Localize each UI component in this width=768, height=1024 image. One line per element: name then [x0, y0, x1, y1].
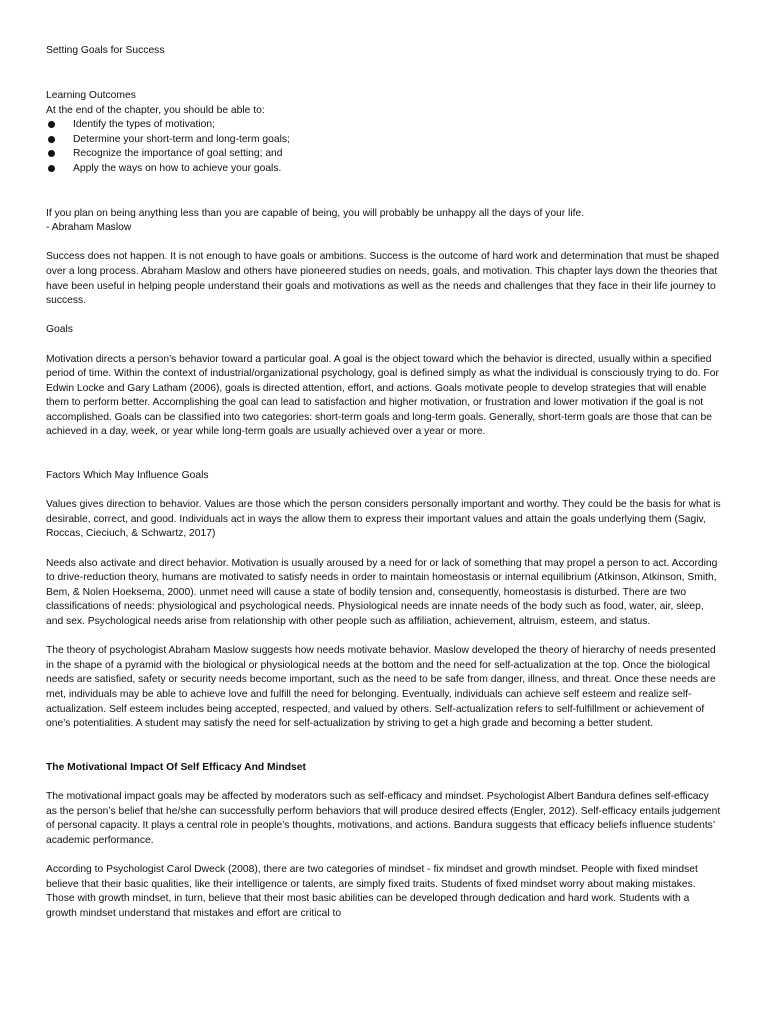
needs-paragraph: Needs also activate and direct behavior. Motivation is usually aroused by a need for or lack of something that may propel a person to act. According to drive-reduction theory, humans are motivated to satisfy needs in order to maintain homeostasis or internal equilibrium (Atkinson, Atkinson, Smith, Bem, & Nolen Hoeksema, 2000). unmet need will cause a state of bodily tension and, consequently, homeostasis is disturbed. There are two classifications of needs: physiological and psychological needs. Physiological needs are innate needs of the body such as food, water, air, sleep, and sex. Psychological needs arise from relationship with other people such as affiliation, achievement, altruism, esteem, and status. [46, 557, 718, 627]
list-item [46, 147, 722, 162]
bullet-icon [48, 136, 55, 143]
spacer [46, 59, 722, 89]
bullet-icon [48, 165, 55, 172]
goals-paragraph: Motivation directs a person’s behavior toward a particular goal. A goal is the object toward which the behavior is directed, usually within a specified period of time. Within the context of industrial/organizational psychology, goal is defined simply as what the individual is consciously trying to do. For Edwin Locke and Gary Latham (2006), goals is directed attention, effort, and actions. Goals motivate people to develop strategies that will enable them to perform better. Accomplishing the goal can lead to satisfaction and higher motivation, or frustration and lower motivation if the goal is not accomplished. Goals can be classified into two categories: short-term goals and long-term goals. Generally, short-term goals are those that can be achieved in a day, week, or year while long-term goals are usually achieved over a year or more. [46, 353, 719, 438]
list-item [46, 133, 722, 148]
maslow-paragraph: The theory of psychologist Abraham Maslow suggests how needs motivate behavior. Maslow developed the theory of hierarchy of needs presented in the shape of a pyramid with the biological or physiological needs at the bottom and the need for self-actualization at the top. Once the biological needs are satisfied, safety or security needs become important, such as the need to be safe from danger, illness, and threat. Once these needs are met, individuals may be able to achieve love and fulfill the need for belonging. Eventually, individuals can achieve self esteem and realize self-actualization. Self esteem includes being accepted, respected, and valued by others. Self-actualization refers to self-fulfillment or achievement of one’s potentialities. A student may satisfy the need for self-actualization by striving to get a high grade and becoming a better student. [46, 645, 716, 730]
quote-text: If you plan on being anything less than you are capable of being, you will probably be unhappy all the days of your life. [46, 207, 585, 219]
list-item-text: Recognize the importance of goal setting; and [73, 148, 283, 160]
list-item [46, 118, 722, 133]
goals-heading: Goals [46, 324, 73, 336]
learning-outcomes-list [46, 118, 722, 176]
list-item-text: Identify the types of motivation; [73, 119, 215, 131]
intro-paragraph: Success does not happen. It is not enough to have goals or ambitions. Success is the outcome of hard work and determination that must be shaped over a long process. Abraham Maslow and others have pioneered studies on needs, goals, and motivation. This chapter lays down the theories that have been useful in helping people understand their goals and motivations as well as the needs and challenges that they face in their life journey to success. [46, 251, 720, 307]
document-page [46, 44, 722, 921]
bullet-icon [48, 150, 55, 157]
learning-outcomes-intro: At the end of the chapter, you should be able to: [46, 104, 265, 116]
list-item-text: Determine your short-term and long-term goals; [73, 133, 290, 145]
document-title: Setting Goals for Success [46, 45, 165, 56]
quote-author: - Abraham Maslow [46, 222, 132, 234]
self-efficacy-paragraph: The motivational impact goals may be affected by moderators such as self-efficacy and mindset. Psychologist Albert Bandura defines self-efficacy as the person’s belief that he/she can successfully perform behaviors that will produce desired effects (Engler, 2012). Self-efficacy entails judgement of personal capacity. It plays a central role in people’s thoughts, motivations, and actions. Bandura suggests that efficacy beliefs influence students’ academic performance. [46, 790, 721, 846]
bullet-icon [48, 121, 55, 128]
list-item-text: Apply the ways on how to achieve your goals. [73, 162, 282, 174]
learning-outcomes-heading: Learning Outcomes [46, 90, 136, 101]
mindset-paragraph: According to Psychologist Carol Dweck (2008), there are two categories of mindset - fix mindset and growth mindset. People with fixed mindset believe that their basic qualities, like their intelligence or talents, are simply fixed traits. Students of fixed mindset worry about making mistakes. Those with growth mindset, in turn, believe that their most basic abilities can be developed through dedication and hard work. Students with a growth mindset understand that mistakes and effort are critical to [46, 863, 698, 919]
self-efficacy-heading: The Motivational Impact Of Self Efficacy And Mindset [46, 761, 306, 773]
list-item [46, 162, 722, 177]
factors-heading: Factors Which May Influence Goals [46, 470, 209, 482]
values-paragraph: Values gives direction to behavior. Values are those which the person considers personally important and worthy. They could be the basis for what is desirable, correct, and good. Individuals act in ways the allow them to express their important values and attain the goals underlying them (Sagiv, Roccas, Cieciuch, & Schwartz, 2017) [46, 499, 721, 540]
